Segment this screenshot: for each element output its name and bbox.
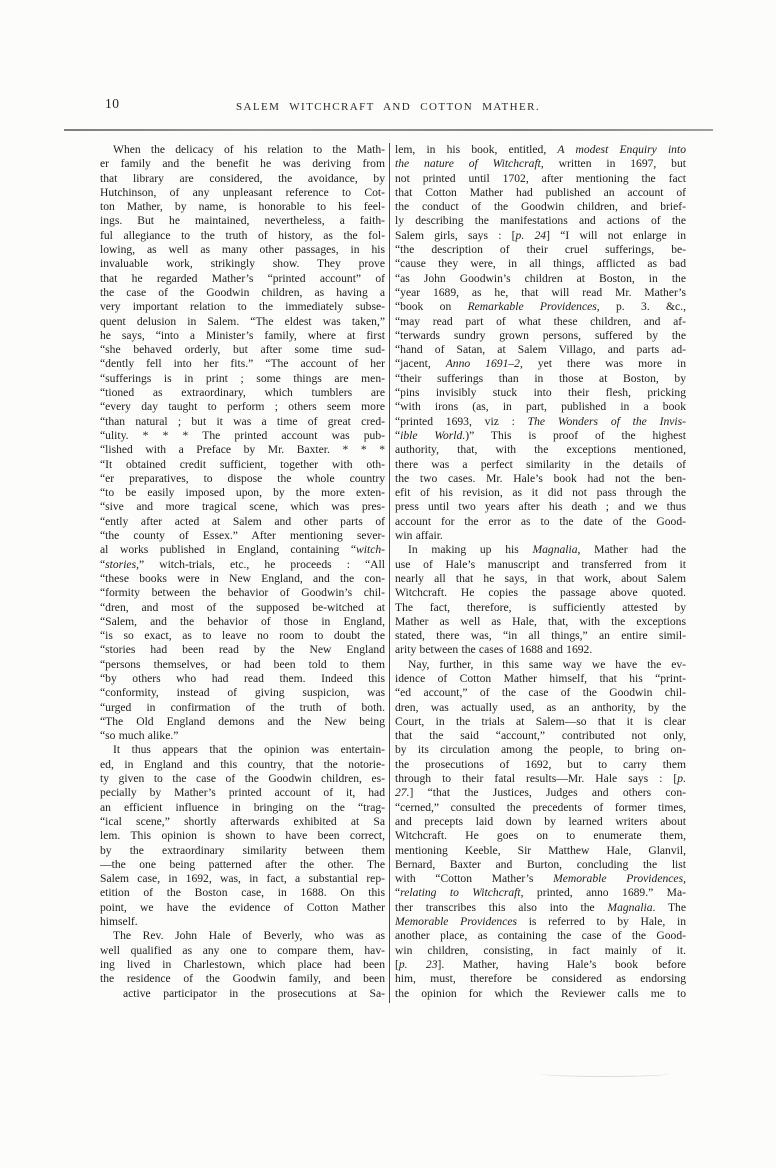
scan-artifact: [540, 1070, 670, 1077]
text-line: “Salem, and the behavior of those in England,: [100, 614, 385, 628]
text-line: In making up his Magnalia, Mather had the: [408, 543, 686, 557]
text-line: “dren, and most of the supposed be-witched at: [100, 600, 385, 614]
text-line: an efficient influence in bringing on the “trag-: [100, 800, 385, 814]
header-rule: [64, 129, 713, 131]
text-line: ful allegiance to the truth of history, as the fol-: [100, 228, 385, 242]
text-line: win children, consisting, in fact mainly of it.: [395, 943, 686, 957]
text-line: efit of his revision, as it did not pass through the: [395, 486, 686, 500]
text-line: “relating to Witchcraft, printed, anno 1689.” Ma-: [395, 886, 686, 900]
text-line: the residence of the Goodwin family, and been: [100, 972, 385, 986]
text-line: “the description of their cruel sufferings, be-: [395, 243, 686, 257]
text-line: the prosecutions of 1692, but to carry them: [395, 757, 686, 771]
text-line: use of Hale’s manuscript and transferred from it: [395, 557, 686, 571]
text-line: there was a perfect similarity in the details of: [395, 457, 686, 471]
text-line: by the extraordinary similarity between them: [100, 843, 385, 857]
text-line: through to their fatal results—Mr. Hale says : [p.: [395, 772, 686, 786]
text-line: The Rev. John Hale of Beverly, who was as: [113, 929, 385, 943]
text-line: “ulity. * * * The printed account was pub-: [100, 428, 385, 442]
text-line: idence of Cotton Mather himself, that his “print-: [395, 671, 686, 685]
text-line: “as John Goodwin’s children at Boston, in the: [395, 271, 686, 285]
text-line: “dently fell into her fits.” “The account of her: [100, 357, 385, 371]
text-line: “by others who had read them. Indeed this: [100, 671, 385, 685]
text-line: Witchcraft. He goes on to enumerate them,: [395, 829, 686, 843]
text-line: er family and the benefit he was deriving from: [100, 157, 385, 171]
text-line: When the delicacy of his relation to the Math-: [113, 143, 385, 156]
text-line: “formity between the behavior of Goodwin’s chil-: [100, 586, 385, 600]
text-line: Witchcraft. He copies the passage above quoted.: [395, 586, 686, 600]
text-line: “so much alike.”: [100, 729, 179, 743]
text-line: “their sufferings than in those at Boston, by: [395, 371, 686, 385]
text-line: another place, as containing the case of the Good-: [395, 929, 686, 943]
text-line: Court, in the trials at Salem—so that it is clear: [395, 714, 686, 728]
text-line: nearly all that he says, in that work, about Salem: [395, 571, 686, 585]
text-line: “with irons (as, in part, published in a book: [395, 400, 686, 414]
text-line: Memorable Providences is referred to by Hale, in: [395, 915, 686, 929]
text-line: “ently after acted at Salem and other parts of: [100, 514, 385, 528]
text-line: “to be easily imposed upon, by the more exten-: [100, 486, 385, 500]
column-divider: [389, 143, 390, 1003]
running-title: SALEM WITCHCRAFT AND COTTON MATHER.: [236, 101, 540, 113]
text-line: —the one being patterned after the other. The: [100, 857, 385, 871]
text-line: etition of the Boston case, in 1688. On this: [100, 886, 385, 900]
text-line: “cerned,” consulted the precedents of former times,: [395, 800, 686, 814]
text-line: “stories had been read by the New England: [100, 643, 385, 657]
text-line: “tioned as extraordinary, which tumblers are: [100, 386, 385, 400]
text-line: lem, in his book, entitled, A modest Enquiry into: [395, 143, 686, 156]
text-line: account for the error as to the date of the Good-: [395, 514, 686, 528]
text-line: dren, was actually used, as an anthority, by the: [395, 700, 686, 714]
text-line: Salem girls, says : [p. 24] “I will not enlarge in: [395, 228, 686, 242]
text-line: press until two years after his death ; and we thus: [395, 500, 686, 514]
text-line: lowing, as well as many other passages, in his: [100, 243, 385, 257]
text-line: “conformity, instead of giving suspicion, was: [100, 686, 385, 700]
text-line: ed, in England and this country, that the notorie-: [100, 757, 385, 771]
text-line: that library are considered, the avoidance, by: [100, 171, 385, 185]
text-line: “hand of Satan, at Salem Villago, and parts ad-: [395, 343, 686, 357]
text-line: “urged in confirmation of the truth of both.: [100, 700, 385, 714]
text-line: Bernard, Baxter and Burton, concluding the list: [395, 857, 686, 871]
text-line: [p. 23]. Mather, having Hale’s book before: [395, 957, 686, 971]
text-line: with “Cotton Mather’s Memorable Providences,: [395, 872, 686, 886]
text-line: “cause they were, in all things, afflicted as bad: [395, 257, 686, 271]
text-line: active participator in the prosecutions at Sa-: [123, 986, 385, 1000]
text-line: ther transcribes this also into the Magnalia. The: [395, 900, 686, 914]
text-line: pecially by Mather’s printed account of it, had: [100, 786, 385, 800]
text-line: the conduct of the Goodwin children, and brief-: [395, 200, 686, 214]
text-line: the two cases. Mr. Hale’s book had not the ben-: [395, 471, 686, 485]
text-line: the case of the Goodwin children, as having a: [100, 285, 385, 299]
text-line: 27.] “that the Justices, Judges and others con-: [395, 786, 686, 800]
text-line: It thus appears that the opinion was entertain-: [113, 743, 385, 757]
text-line: “is so exact, as to leave no room to doubt the: [100, 629, 385, 643]
text-line: Salem case, in 1692, was, in fact, a substantial rep-: [100, 872, 385, 886]
text-line: “she behaved orderly, but after some time sud-: [100, 343, 385, 357]
text-line: lem. This opinion is shown to have been correct,: [100, 829, 385, 843]
text-line: mentioning Keeble, Sir Matthew Hale, Glanvil,: [395, 843, 686, 857]
text-line: “these books were in New England, and the con-: [100, 571, 385, 585]
text-line: al works published in England, containing “witch-: [100, 543, 385, 557]
text-line: “lished with a Preface by Mr. Baxter. * * *: [100, 443, 385, 457]
text-line: ty given to the case of the Goodwin children, es-: [100, 772, 385, 786]
text-line: stated, there was, “in all things,” an entire simil-: [395, 629, 686, 643]
text-line: “persons themselves, or had been told to them: [100, 657, 385, 671]
text-line: himself.: [100, 915, 138, 929]
text-line: Hutchinson, of any unpleasant reference to Cot-: [100, 185, 385, 199]
text-line: “ible World.)” This is proof of the highest: [395, 428, 686, 442]
text-line: “book on Remarkable Providences, p. 3. &c.,: [395, 300, 686, 314]
text-line: authority, that, with the exceptions mentioned,: [395, 443, 686, 457]
text-line: “The Old England demons and the New being: [100, 714, 385, 728]
text-line: “the county of Essex.” After mentioning sever-: [100, 529, 385, 543]
text-line: “sive and more tragical scene, which was pres-: [100, 500, 385, 514]
text-line: win affair.: [395, 529, 443, 543]
text-line: and precepts laid down by learned writers about: [395, 814, 686, 828]
text-line: “every day taught to perform ; others seem more: [100, 400, 385, 414]
text-line: “ed account,” of the case of the Goodwin chil-: [395, 686, 686, 700]
text-line: “ical scene,” shortly afterwards exhibited at Sa: [100, 814, 385, 828]
text-line: the nature of Witchcraft, written in 1697, but: [395, 157, 686, 171]
text-line: The fact, therefore, is sufficiently attested by: [395, 600, 686, 614]
text-line: ings. But he maintained, nevertheless, a faith-: [100, 214, 385, 228]
text-line: “stories,” witch-trials, etc., he proceeds : “All: [100, 557, 385, 571]
text-line: well qualified as any one to compare them, hav-: [100, 943, 385, 957]
text-line: ing lived in Charlestown, which place had been: [100, 957, 385, 971]
text-line: “may read part of what these children, and af-: [395, 314, 686, 328]
text-line: invaluable work, strikingly show. They prove: [100, 257, 385, 271]
text-line: that he regarded Mather’s “printed account” of: [100, 271, 385, 285]
right-column: [395, 143, 686, 1001]
text-line: the opinion for which the Reviewer calls me to: [395, 986, 686, 1000]
text-line: “jacent, Anno 1691–2, yet there was more in: [395, 357, 686, 371]
text-line: “pins invisibly stuck into their flesh, pricking: [395, 386, 686, 400]
text-line: Nay, further, in this same way we have the ev-: [408, 657, 686, 671]
text-line: “year 1689, as he, that will read Mr. Mather’s: [395, 285, 686, 299]
text-line: ton Mather, by name, is honorable to his feel-: [100, 200, 385, 214]
text-line: by its circulation among the people, to bring on-: [395, 743, 686, 757]
page-number: 10: [105, 96, 120, 111]
text-line: that Cotton Mather had published an account of: [395, 185, 686, 199]
text-line: “sufferings is in print ; some things are men-: [100, 371, 385, 385]
text-line: he says, “into a Minister’s family, where at first: [100, 328, 385, 342]
text-line: “terwards sundry grown persons, suffered by the: [395, 328, 686, 342]
text-line: point, we have the evidence of Cotton Mather: [100, 900, 385, 914]
text-line: “It obtained credit sufficient, together with oth-: [100, 457, 385, 471]
text-line: not printed until 1702, after mentioning the fact: [395, 171, 686, 185]
text-line: “printed 1693, viz : The Wonders of the Invis-: [395, 414, 686, 428]
text-line: “er preparatives, to dispose the whole country: [100, 471, 385, 485]
text-line: him, must, therefore be considered as endorsing: [395, 972, 686, 986]
text-line: ly describing the manifestations and actions of the: [395, 214, 686, 228]
text-line: Mather as well as Hale, that, with the exceptions: [395, 614, 686, 628]
text-line: “than natural ; but it was a time of great cred-: [100, 414, 385, 428]
text-line: that the said “account,” contributed not only,: [395, 729, 686, 743]
text-line: arity between the cases of 1688 and 1692.: [395, 643, 593, 657]
text-line: quent delusion in Salem. “The eldest was taken,”: [100, 314, 385, 328]
text-line: very important relation to the immediately subse-: [100, 300, 385, 314]
left-column: [100, 143, 385, 1001]
